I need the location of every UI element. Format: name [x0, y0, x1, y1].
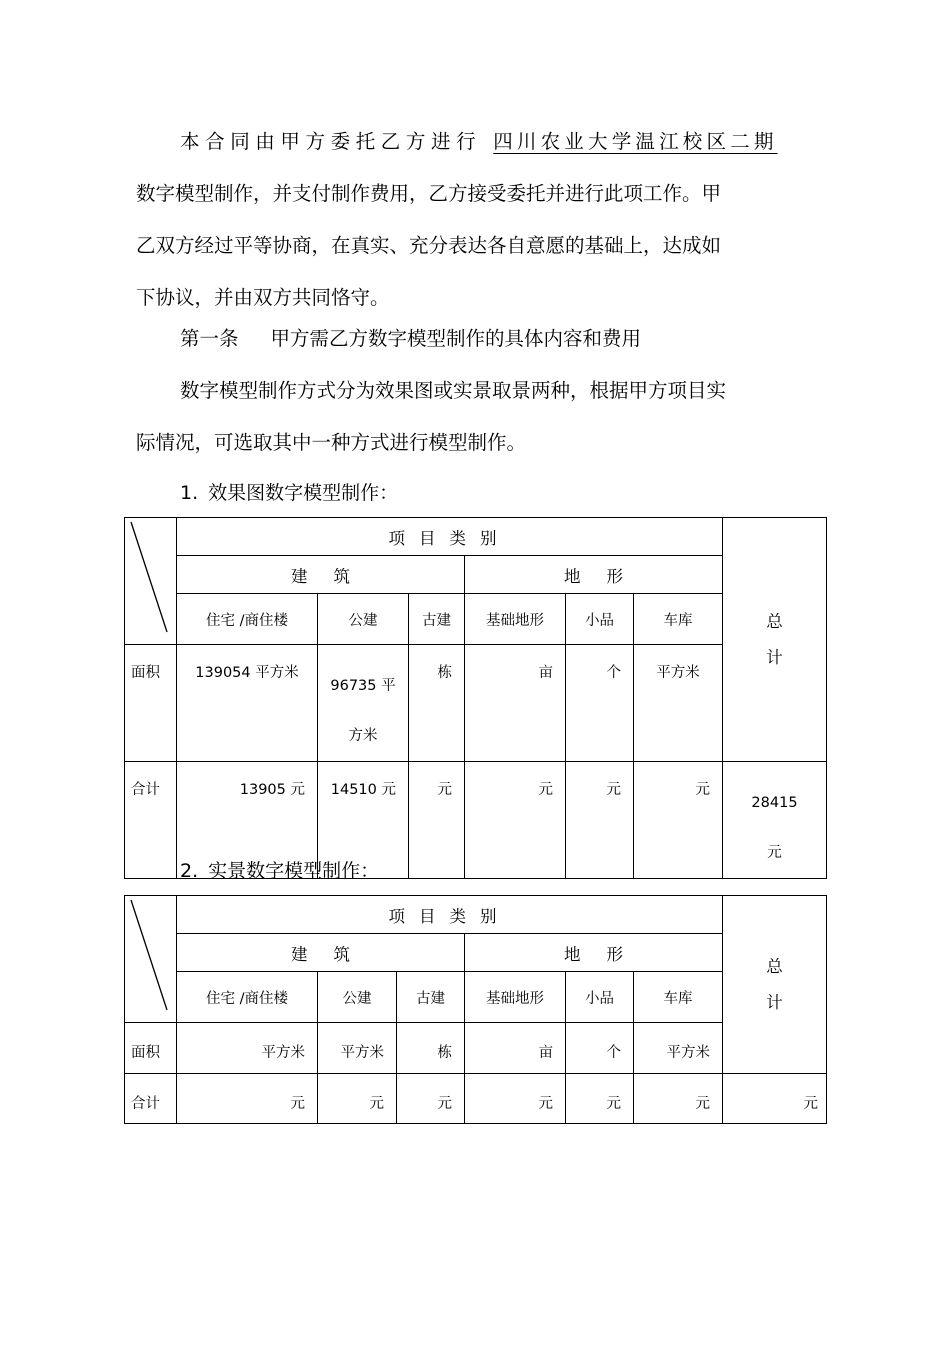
total-header-2-char-2: 计 [766, 992, 783, 1012]
col2-garage: 车库 [634, 972, 723, 1023]
area2-base-terrain: 亩 [465, 1023, 566, 1074]
col2-feature: 小品 [566, 972, 634, 1023]
contract-intro [136, 116, 826, 324]
building-header-2 [177, 934, 465, 972]
intro-line-2: 数字模型制作，并支付制作费用，乙方接受委托并进行此项工作。甲 [136, 182, 722, 205]
section-1-number: 1. [180, 482, 199, 504]
sum-residential: 13905 元 [177, 762, 318, 879]
sum2-public: 元 [318, 1074, 397, 1124]
sum-ancient: 元 [409, 762, 465, 879]
sum-public: 14510 元 [318, 762, 409, 879]
sum2-total: 元 [723, 1074, 827, 1124]
article-title: 甲方需乙方数字模型制作的具体内容和费用 [270, 327, 642, 350]
sum-garage: 元 [634, 762, 723, 879]
building-char-1: 建 [291, 566, 308, 586]
col2-base-terrain: 基础地形 [465, 972, 566, 1023]
col2-residential: 住宅 /商住楼 [177, 972, 318, 1023]
method-line-2: 际情况，可选取其中一种方式进行模型制作。 [136, 431, 527, 454]
section-2-title: 实景数字模型制作： [208, 860, 380, 882]
terrain-char-1: 地 [564, 566, 581, 586]
corner-diagonal-cell [125, 518, 177, 645]
sum2-base-terrain: 元 [465, 1074, 566, 1124]
area-residential: 139054 平方米 [177, 645, 318, 762]
section-2-number: 2. [180, 860, 199, 882]
area2-garage: 平方米 [634, 1023, 723, 1074]
area-public-line-1: 96735 平 [330, 678, 396, 694]
article-heading [180, 313, 870, 365]
row2-label-sum: 合计 [125, 1074, 177, 1124]
sum2-garage: 元 [634, 1074, 723, 1124]
sum-total-line-1: 28415 [751, 795, 798, 811]
area-public-line-2: 方米 [348, 728, 378, 744]
intro-line-4: 下协议，并由双方共同恪守。 [136, 286, 390, 309]
area-feature: 个 [566, 645, 634, 762]
total-header-2-char-1: 总 [766, 956, 783, 976]
intro-lead: 本合同由甲方委托乙方进行 [180, 130, 482, 153]
sum-total-line-2: 元 [767, 845, 782, 861]
area-ancient: 栋 [409, 645, 465, 762]
row-label-sum: 合计 [125, 762, 177, 879]
area-public [318, 645, 409, 762]
row-label-area: 面积 [125, 645, 177, 762]
building-2-char-1: 建 [291, 944, 308, 964]
col-residential: 住宅 /商住楼 [177, 594, 318, 645]
area2-ancient: 栋 [397, 1023, 465, 1074]
building-char-2: 筑 [333, 566, 350, 586]
total-header [723, 518, 827, 762]
project-name: 四川农业大学温江校区二期 [493, 130, 778, 153]
method-line-1: 数字模型制作方式分为效果图或实景取景两种，根据甲方项目实 [180, 379, 727, 402]
total-header-char-1: 总 [766, 611, 783, 631]
terrain-header [465, 556, 723, 594]
sum2-feature: 元 [566, 1074, 634, 1124]
col-ancient: 古建 [409, 594, 465, 645]
total-header-2 [723, 896, 827, 1074]
section-1-title: 效果图数字模型制作： [208, 482, 399, 504]
col2-public: 公建 [318, 972, 397, 1023]
intro-line-3: 乙双方经过平等协商，在真实、充分表达各自意愿的基础上，达成如 [136, 234, 722, 257]
method-paragraph [136, 365, 826, 469]
row2-label-area: 面积 [125, 1023, 177, 1074]
terrain-header-2 [465, 934, 723, 972]
col-garage: 车库 [634, 594, 723, 645]
building-2-char-2: 筑 [333, 944, 350, 964]
area2-residential: 平方米 [177, 1023, 318, 1074]
live-scene-model-table [124, 895, 827, 1124]
diagonal-line-2 [125, 896, 177, 1023]
section-1-heading [180, 478, 398, 508]
col-feature: 小品 [566, 594, 634, 645]
sum2-ancient: 元 [397, 1074, 465, 1124]
area2-public: 平方米 [318, 1023, 397, 1074]
rendering-model-table [124, 517, 827, 879]
col-public: 公建 [318, 594, 409, 645]
area-base-terrain: 亩 [465, 645, 566, 762]
sum-base-terrain: 元 [465, 762, 566, 879]
category-header: 项目类别 [177, 518, 723, 556]
article-label: 第一条 [180, 327, 239, 350]
intro-line-1 [136, 116, 826, 168]
diagonal-line [125, 518, 177, 645]
total-header-char-2: 计 [766, 647, 783, 667]
category-header-2: 项目类别 [177, 896, 723, 934]
col-base-terrain: 基础地形 [465, 594, 566, 645]
terrain-2-char-1: 地 [564, 944, 581, 964]
area-garage: 平方米 [634, 645, 723, 762]
terrain-char-2: 形 [606, 566, 623, 586]
sum-feature: 元 [566, 762, 634, 879]
corner-diagonal-cell-2 [125, 896, 177, 1023]
sum-total [723, 762, 827, 879]
section-2-heading [180, 856, 379, 886]
col2-ancient: 古建 [397, 972, 465, 1023]
sum2-residential: 元 [177, 1074, 318, 1124]
area2-feature: 个 [566, 1023, 634, 1074]
building-header [177, 556, 465, 594]
terrain-2-char-2: 形 [606, 944, 623, 964]
